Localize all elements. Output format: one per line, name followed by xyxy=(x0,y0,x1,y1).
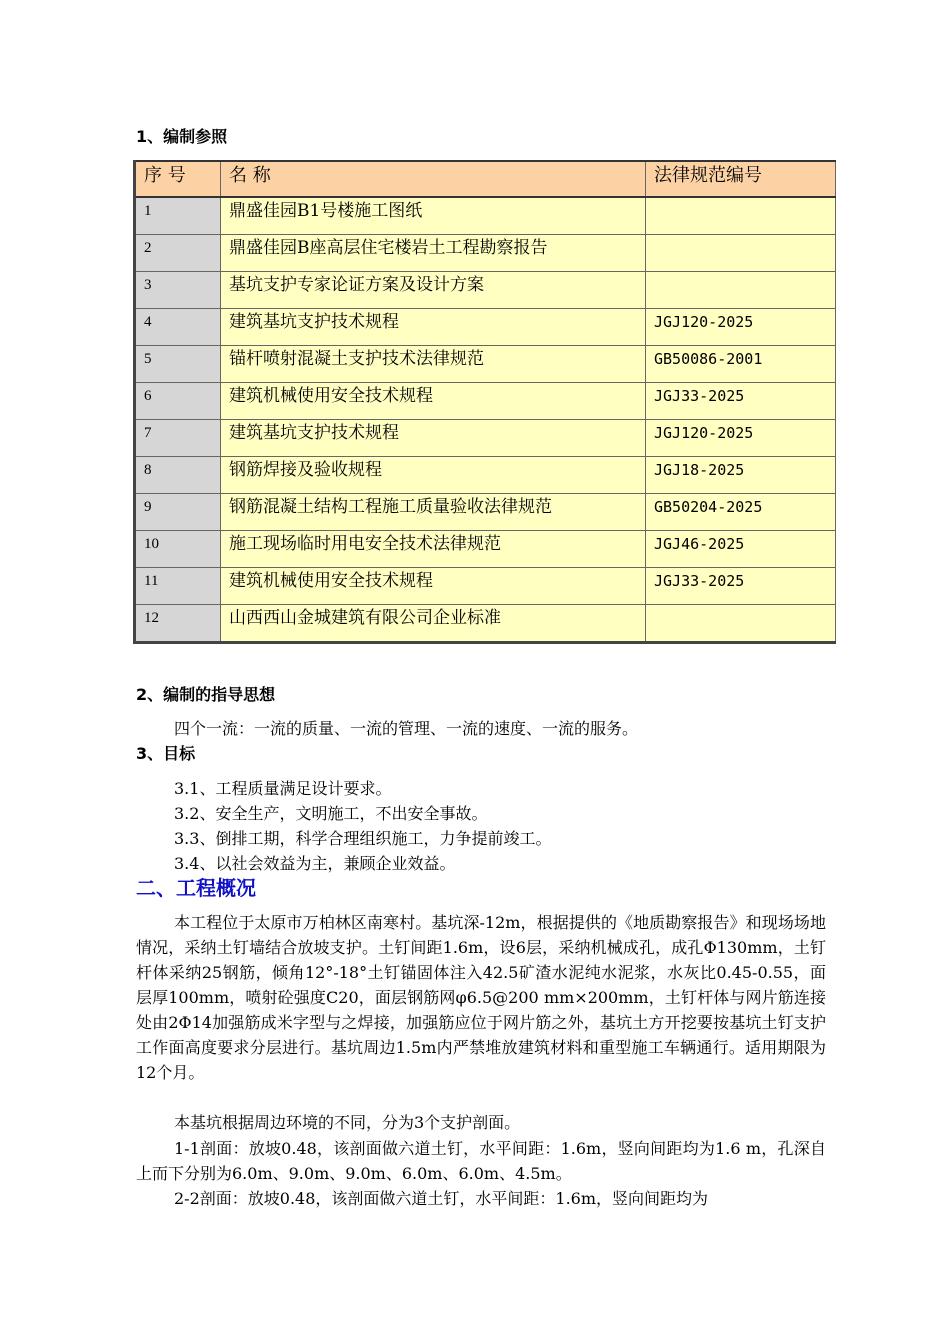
row-index-cell: 11 xyxy=(135,568,221,605)
row-index-cell: 3 xyxy=(135,272,221,309)
row-name-cell: 锚杆喷射混凝土支护技术法律规范 xyxy=(221,346,646,383)
table-row xyxy=(135,568,836,605)
table-row xyxy=(135,383,836,420)
table-row xyxy=(135,457,836,494)
row-name-cell: 基坑支护专家论证方案及设计方案 xyxy=(221,272,646,309)
header-index: 序 号 xyxy=(135,161,221,197)
row-name-cell: 施工现场临时用电安全技术法律规范 xyxy=(221,531,646,568)
row-index-cell: 9 xyxy=(135,494,221,531)
guiding-principle-text: 四个一流：一流的质量、一流的管理、一流的速度、一流的服务。 xyxy=(174,719,639,738)
chapter-2-heading: 二、工程概况 xyxy=(136,876,256,900)
table-row xyxy=(135,346,836,383)
profile-2-paragraph: 2-2剖面：放坡0.48，该剖面做六道土钉，水平间距：1.6m，竖向间距均为 xyxy=(174,1189,709,1208)
profile-intro-paragraph: 本基坑根据周边环境的不同，分为3个支护剖面。 xyxy=(174,1113,521,1132)
section-3-heading: 3、目标 xyxy=(136,744,196,763)
row-index-cell: 10 xyxy=(135,531,221,568)
reference-table xyxy=(133,160,836,644)
row-index-cell: 5 xyxy=(135,346,221,383)
row-code-cell: GB50204-2025 xyxy=(646,494,836,531)
row-name-cell: 鼎盛佳园B座高层住宅楼岩土工程勘察报告 xyxy=(221,235,646,272)
row-index-cell: 2 xyxy=(135,235,221,272)
row-index-cell: 4 xyxy=(135,309,221,346)
table-row xyxy=(135,235,836,272)
goal-item: 3.1、工程质量满足设计要求。 xyxy=(174,779,392,798)
row-name-cell: 建筑机械使用安全技术规程 xyxy=(221,383,646,420)
row-code-cell xyxy=(646,197,836,235)
table-row xyxy=(135,605,836,643)
table-row xyxy=(135,531,836,568)
row-code-cell: GB50086-2001 xyxy=(646,346,836,383)
row-name-cell: 山西西山金城建筑有限公司企业标准 xyxy=(221,605,646,643)
section-1-heading: 1、编制参照 xyxy=(136,127,228,146)
row-code-cell xyxy=(646,605,836,643)
row-name-cell: 建筑基坑支护技术规程 xyxy=(221,309,646,346)
row-index-cell: 8 xyxy=(135,457,221,494)
table-row xyxy=(135,420,836,457)
table-header-row xyxy=(135,161,836,197)
table-row xyxy=(135,197,836,235)
row-code-cell: JGJ33-2025 xyxy=(646,568,836,605)
header-code: 法律规范编号 xyxy=(646,161,836,197)
row-code-cell xyxy=(646,272,836,309)
overview-paragraph: 本工程位于太原市万柏林区南寒村。基坑深-12m，根据提供的《地质勘察报告》和现场场地情况，采纳土钉墙结合放坡支护。土钉间距1.6m，设6层，采纳机械成孔，成孔Φ130mm，土钉杆体采纳25钢筋，倾角12°-18°土钉锚固体注入42.5矿渣水泥纯水泥浆，水灰比0.45-0.55，面层厚100mm，喷射砼强度C20，面层钢筋网φ6.5@200 mm×200mm，土钉杆体与网片筋连接处由2Φ14加强筋成米字型与之焊接，加强筋应位于网片筋之外，基坑土方开挖要按基坑土钉支护工作面高度要求分层进行。基坑周边1.5m内严禁堆放建筑材料和重型施工车辆通行。适用期限为12个月。 xyxy=(136,913,826,1082)
header-name: 名 称 xyxy=(221,161,646,197)
profile-1-paragraph: 1-1剖面：放坡0.48，该剖面做六道土钉，水平间距：1.6m，竖向间距均为1.6 m，孔深自上而下分别为6.0m、9.0m、9.0m、6.0m、6.0m、4.5m。 xyxy=(136,1139,826,1183)
table-row xyxy=(135,309,836,346)
row-index-cell: 12 xyxy=(135,605,221,643)
row-code-cell: JGJ120-2025 xyxy=(646,420,836,457)
table-row xyxy=(135,494,836,531)
row-name-cell: 建筑基坑支护技术规程 xyxy=(221,420,646,457)
row-index-cell: 7 xyxy=(135,420,221,457)
row-code-cell: JGJ18-2025 xyxy=(646,457,836,494)
row-code-cell: JGJ33-2025 xyxy=(646,383,836,420)
row-code-cell: JGJ120-2025 xyxy=(646,309,836,346)
row-name-cell: 鼎盛佳园B1号楼施工图纸 xyxy=(221,197,646,235)
row-code-cell xyxy=(646,235,836,272)
row-name-cell: 钢筋混凝土结构工程施工质量验收法律规范 xyxy=(221,494,646,531)
row-index-cell: 6 xyxy=(135,383,221,420)
row-name-cell: 建筑机械使用安全技术规程 xyxy=(221,568,646,605)
goal-item: 3.4、以社会效益为主，兼顾企业效益。 xyxy=(174,854,456,873)
section-2-heading: 2、编制的指导思想 xyxy=(136,685,276,704)
table-row xyxy=(135,272,836,309)
row-index-cell: 1 xyxy=(135,197,221,235)
row-name-cell: 钢筋焊接及验收规程 xyxy=(221,457,646,494)
row-code-cell: JGJ46-2025 xyxy=(646,531,836,568)
goal-item: 3.2、安全生产，文明施工，不出安全事故。 xyxy=(174,804,488,823)
goal-item: 3.3、倒排工期，科学合理组织施工，力争提前竣工。 xyxy=(174,829,552,848)
